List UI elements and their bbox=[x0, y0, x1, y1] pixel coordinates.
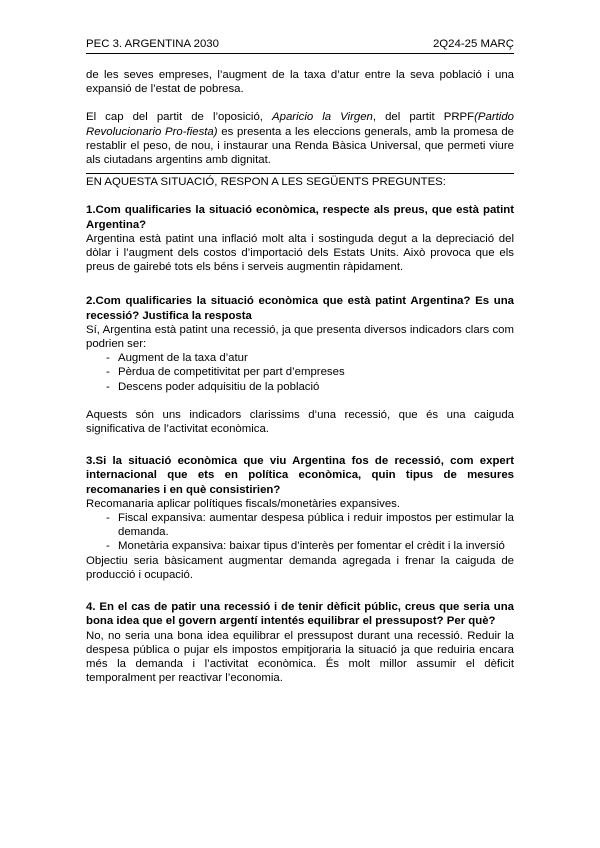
list-item: - Monetària expansiva: baixar tipus d’interès per fomentar el crèdit i la inversió bbox=[86, 539, 514, 553]
page-header bbox=[86, 38, 514, 54]
answer-2-list bbox=[86, 351, 514, 394]
answer-1: Argentina està patint una inflació molt alta i sostinguda degut a la depreciació del dòlar i l’augment dels costos d’importació dels Estats Units. Això provoca que els preus de gairebé tots els béns i serveis augmentin ràpidament. bbox=[86, 232, 514, 274]
intro-p2-c: , del partit PRPF bbox=[372, 111, 475, 124]
section-divider bbox=[86, 173, 514, 174]
answer-2-conclusion: Aquests són uns indicadors clarissims d’una recessió, que és una caiguda significativa de l’activitat econòmica. bbox=[86, 408, 514, 436]
list-item: - Descens poder adquisitiu de la població bbox=[86, 380, 514, 394]
document-body bbox=[86, 68, 514, 685]
opposition-leader-name: Aparicio la Virgen bbox=[272, 111, 373, 124]
intro-p2-e: es presenta a les eleccions generals, amb la promesa de restablir el peso, de nou, i instaurar una Renda Bàsica Universal, que permeti viure als ciutadans argentins amb dignitat. bbox=[86, 125, 514, 167]
party-full-name: (Partido Revolucionario Pro-fiesta) bbox=[86, 111, 514, 138]
answer-3-list bbox=[86, 511, 514, 554]
question-3: 3.Si la situació econòmica que viu Argentina fos de recessió, com expert internacional que ets en política econòmica, quin tipus de mesures recomanaries i en què consistirien? bbox=[86, 455, 514, 496]
answer-2: Sí, Argentina està patint una recessió, ja que presenta diversos indicadors clars com podrien ser: bbox=[86, 323, 514, 351]
list-item: - Augment de la taxa d’atur bbox=[86, 351, 514, 365]
question-2: 2.Com qualificaries la situació econòmica que està patint Argentina? Es una recessió? Justifica la resposta bbox=[86, 295, 514, 322]
question-4: 4. En el cas de patir una recessió i de tenir dèficit públic, creus que seria una bona idea que el govern argentí intentés equilibrar el pressupost? Per què? bbox=[86, 601, 514, 628]
answer-3: Recomanaria aplicar polítiques fiscals/monetàries expansives. bbox=[86, 497, 401, 510]
section-title: EN AQUESTA SITUACIÓ, RESPON A LES SEGÜENTS PREGUNTES: bbox=[86, 176, 446, 189]
intro-paragraph-2 bbox=[86, 110, 514, 167]
intro-p2-a: El cap del partit de l’oposició, bbox=[86, 111, 273, 124]
answer-4: No, no seria una bona idea equilibrar el pressupost durant una recessió. Reduir la despesa pública o pujar els impostos empitjoraria la situació ja que reduiria encara més la demanda i l’activitat econòmica. És molt millor assumir el dèficit temporalment per reactivar l’economia. bbox=[86, 629, 514, 685]
header-title: PEC 3. ARGENTINA 2030 bbox=[86, 38, 219, 50]
answer-3-conclusion: Objectiu seria bàsicament augmentar demanda agregada i frenar la caiguda de producció i ocupació. bbox=[86, 554, 514, 581]
question-1: 1.Com qualificaries la situació econòmica, respecte als preus, que està patint Argentina? bbox=[86, 204, 514, 231]
list-item: - Fiscal expansiva: aumentar despesa pública i reduir impostos per estimular la demanda. bbox=[86, 511, 514, 539]
intro-paragraph-1: de les seves empreses, l’augment de la taxa d’atur entre la seva població i una expansió de l’estat de pobresa. bbox=[86, 69, 514, 96]
list-item: - Pèrdua de competitivitat per part d’empreses bbox=[86, 365, 514, 379]
header-date: 2Q24-25 MARÇ bbox=[432, 38, 514, 50]
